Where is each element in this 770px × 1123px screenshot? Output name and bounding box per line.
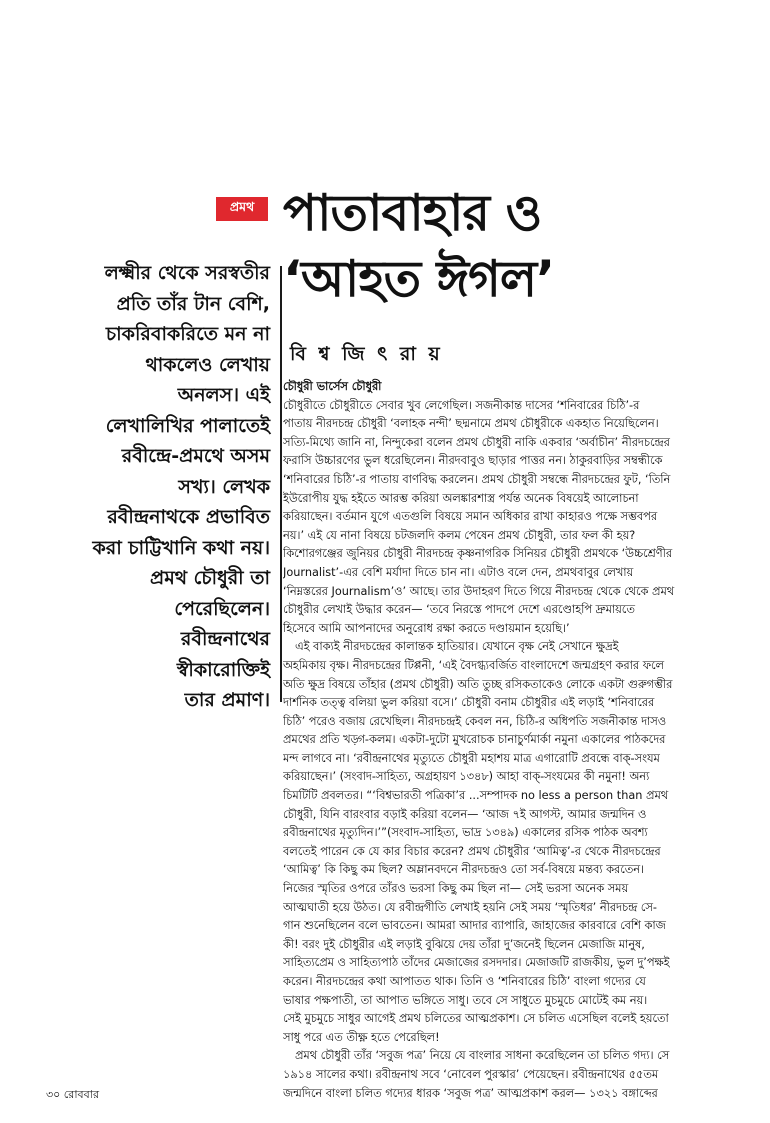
pull-quote-line: স্বীকারোক্তিই [176, 658, 270, 681]
body-line: নয়।’ এই যে নানা বিষয়ে চটজলদি কলম পেষেন প্রমথ চৌধুরী, তার ফল কী হয়? [283, 528, 636, 542]
body-line: অতি ক্ষুদ্র বিষয়ে তাঁহার (প্রমথ চৌধুরী) অতি তুচ্ছ রসিকতাকেও লোকে একটা গুরুগম্ভীর [283, 677, 673, 691]
body-line: চিঠি’ পরেও বজায় রেখেছিল। নীরদচন্দ্রই কেবল নন, চিঠি-র অধিপতি সজনীকান্ত দাসও [283, 714, 667, 728]
pull-quote [90, 258, 270, 716]
title-line-1: পাতাবাহার ও [283, 184, 542, 242]
pull-quote-line: করা চাট্টিখানি কথা নয়। [92, 536, 270, 559]
body-line: করিয়াছেন।’ (সংবাদ-সাহিত্য, অগ্রহায়ণ ১৩৪৮) আহা বাক্-সংযমের কী নমুনা! অন্য [283, 770, 650, 784]
pull-quote-line: পেরেছিলেন। [174, 597, 270, 620]
pull-quote-line: রবীন্দ্রনাথকে প্রভাবিত [107, 506, 270, 528]
body-line: রবীন্দ্রনাথের মৃত্যুদিন।’”(সংবাদ-সাহিত্য, ভাদ্র ১৩৪৯) একালের রসিক পাঠক অবশ্য [283, 826, 648, 840]
body-line: কী! বরং দুই চৌধুরীর এই লড়াই বুঝিয়ে দেয় তাঁরা দু’জনেই ছিলেন মেজাজি মানুষ, [283, 937, 645, 951]
body-line: নিজের স্মৃতির ওপরে তাঁরও ভরসা কিছু কম ছিল না— সেই ভরসা অনেক সময় [283, 882, 629, 896]
pull-quote-line: থাকলেও লেখায় [145, 353, 270, 376]
section-subheading: চৌধুরী ভার্সেস চৌধুরী [283, 380, 382, 393]
body-line: মন্দ লাগবে না। ‘রবীন্দ্রনাথের মৃত্যুতে চৌধুরী মহাশয় মাত্র এগারোটি প্রবন্ধে বাক্-সংযম [283, 751, 660, 765]
body-line: চৌধুরী, যিনি বারংবার বড়াই করিয়া বলেন— ‘আজ ৭ই আগস্ট, আমার জন্মদিন ও [283, 807, 647, 821]
page-footer: ৩০ রোববার [46, 1088, 99, 1101]
pull-quote-line: লক্ষ্মীর থেকে সরস্বতীর [104, 262, 270, 284]
body-line: গান শুনেছিলেন বলে ভাবতেন। আমরা আদার ব্যাপারি, জাহাজের কারবারে বেশি কাজ [283, 919, 666, 933]
body-line: প্রমথ চৌধুরী তাঁর ‘সবুজ পত্র’ নিয়ে যে বাংলার সাধনা করেছিলেন তা চলিত গদ্য। সে [295, 1049, 670, 1063]
body-line: করেন। নীরদচন্দ্রের কথা আপাতত থাক। তিনি ও ‘শনিবারের চিঠি’ বাংলা গদ্যের যে [283, 975, 646, 988]
title-line-2: ‘আহত ঈগল’ [283, 250, 555, 308]
article-title [283, 180, 723, 312]
pull-quote-line: রবীন্দ্রনাথের [180, 628, 270, 650]
body-line: ভাষার পক্ষপাতী, তা আপাত ভঙ্গিতে সাধু। তবে সে সাধুতে মুচমুচে মোটেই কম নয়। [283, 993, 648, 1007]
body-line: চিমটিটি প্রবলতর। “‘বিশ্বভারতী পত্রিকা’র ...সম্পাদক no less a person than প্রমথ [283, 789, 669, 803]
pull-quote-line: চাকরিবাকরিতে মন না [105, 323, 270, 345]
pull-quote-line: তার প্রমাণ। [184, 689, 270, 711]
body-line: ‘আমিত্ব’ কি কিছু কম ছিল? অম্লানবদনে নীরদচন্দ্রও তো সর্ব-বিষয়ে মন্তব্য করতেন। [283, 863, 645, 877]
body-line: ১৯১৪ সালের কথা। রবীন্দ্রনাথ সবে ‘নোবেল পুরস্কার’ পেয়েছেন। রবীন্দ্রনাথের ৫৫তম [283, 1067, 659, 1081]
pull-quote-line: প্রতি তাঁর টান বেশি, [116, 292, 270, 315]
body-line: ‘নিম্নস্তরের Journalism’ও’ আছে। তার উদাহরণ দিতে গিয়ে নীরদচন্দ্র থেকে থেকে প্রমথ [283, 584, 675, 598]
body-line: প্রমথের প্রতি খড়্গ-কলম। একটা-দুটো মুখরোচক চানাচুর্ণমার্কা নমুনা একালের পাঠকদের [283, 733, 666, 747]
body-line: সত্যি-মিথ্যে জানি না, নিন্দুকেরা বলেন প্রমথ চৌধুরী নাকি একবার ‘অর্বাচীন’ নীরদচন্দ্রের [283, 435, 670, 449]
category-tag: প্রমথ [216, 197, 268, 221]
body-line: হিসেবে আমি আপনাদের অনুরোধ রক্ষা করতে দণ্ডায়মান হয়েছি।’ [283, 621, 570, 635]
body-line: আত্মঘাতী হয়ে উঠত। যে রবীন্দ্রগীতি লেখাই হয়নি সেই সময় ‘স্মৃতিধর’ নীরদচন্দ্র সে- [283, 900, 657, 914]
body-line: করিয়াছেন। বর্তমান যুগে এতগুলি বিষয়ে সমান অধিকার রাখা কাহারও পক্ষে সম্ভবপর [283, 510, 658, 524]
pull-quote-line: রবীন্দ্রে-প্রমথে অসম [121, 445, 270, 467]
body-line: জন্মদিনে বাংলা চলিত গদ্যের ধারক ‘সবুজ পত্র’ আত্মপ্রকাশ করল— ১৩২১ বঙ্গাব্দের [283, 1086, 658, 1100]
body-line: সেই মুচমুচে সাধুর আগেই প্রমথ চলিতের আত্মপ্রকাশ। সে চলিত এসেছিল বলেই হয়তো [283, 1012, 669, 1026]
body-line: চৌধুরীতে চৌধুরীতে সেবার খুব লেগেছিল। সজনীকান্ত দাসের ‘শনিবারের চিঠি’-র [283, 398, 640, 412]
body-line: অহমিকায় বৃক্ষ। নীরদচন্দ্রের টিপ্পনী, ‘এই বৈদগ্ধ্যবর্জিত বাংলাদেশে জন্মগ্রহণ করার ফলে [283, 658, 664, 672]
pull-quote-line: লেখালিখির পালাতেই [105, 414, 270, 437]
author-byline: বি শ্ব জি ৎ রা য় [290, 343, 443, 365]
body-line: ইউরোপীয় যুদ্ধ হইতে আরম্ভ করিয়া অলঙ্কারশাস্ত্র পর্যন্ত অনেক বিষয়েই আলোচনা [283, 491, 639, 505]
body-line: সাহিত্যপ্রেম ও সাহিত্যপাঠ তাঁদের মেজাজের রসদদার। মেজাজটি রাজকীয়, ভুল দু’পক্ষই [283, 956, 670, 970]
pull-quote-line: প্রমথ চৌধুরী তা [150, 567, 270, 589]
pull-quote-line: অনলস। এই [177, 384, 270, 406]
body-line: ‘শনিবারের চিঠি’-র পাতায় বাণবিদ্ধ করলেন। প্রমথ চৌধুরী সম্বন্ধে নীরদচন্দ্রের ফুট, ‘তিনি [283, 472, 671, 486]
pull-quote-line: সখ্য। লেখক [178, 475, 270, 498]
body-line: কিশোরগঞ্জের জুনিয়র চৌধুরী নীরদচন্দ্র কৃষ্ণনাগরিক সিনিয়র চৌধুরী প্রমথকে ‘উচ্চশ্রেণীর [283, 547, 673, 561]
article-body [283, 378, 683, 1103]
body-line: এই বাক্যই নীরদচন্দ্রের কালান্তক হাতিয়ার। যেখানে বৃক্ষ নেই সেখানে ক্ষুদ্রই [295, 640, 619, 654]
body-line: Journalist’-এর বেশি মর্যাদা দিতে চান না। এটাও বলে দেন, প্রমথবাবুর লেখায় [283, 565, 634, 579]
body-line: বলতেই পারেন কে যে কার বিচার করেন? প্রমথ চৌধুরীর ‘আমিত্ব’-র থেকে নীরদচন্দ্রের [283, 844, 661, 858]
body-line: সাধু পরে এত তীক্ষ্ণ হতে পেরেছিল! [283, 1030, 440, 1044]
body-line: চৌধুরীর লেখাই উদ্ধার করেন— ‘তবে নিরস্তে পাদপে দেশে এরণ্ডোহপি দ্রুমায়তে [283, 603, 635, 617]
body-line: পাতায় নীরদচন্দ্র চৌধুরী ‘বলাহক নন্দী’ ছদ্মনামে প্রমথ চৌধুরীকে একহাত নিয়েছিলেন। [283, 417, 659, 431]
pull-quote-divider [280, 266, 282, 702]
body-line: দার্শনিক তত্ত্ব বলিয়া ভুল করিয়া বসে।’ চৌধুরী বনাম চৌধুরীর এই লড়াই ‘শনিবারের [283, 696, 655, 710]
body-line: ফরাসি উচ্চারণের ভুল ধরেছিলেন। নীরদবাবুও ছাড়ার পাত্তর নন। ঠাকুরবাড়ির সম্বন্ধীকে [283, 454, 663, 468]
